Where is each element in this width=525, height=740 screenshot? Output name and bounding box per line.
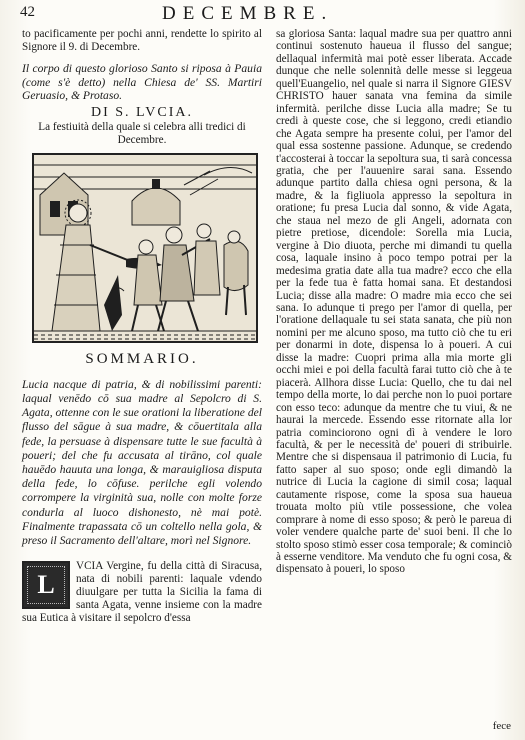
feast-line: La festiuità della quale si celebra alli tredici di Decembre. — [38, 121, 246, 147]
page-header — [20, 4, 515, 24]
woodcut-illustration — [32, 153, 258, 343]
catchword: fece — [492, 720, 511, 732]
page-number: 42 — [20, 4, 35, 20]
left-body-text: VCIA Vergine, fu della città di Siracusa, nata di nobili parenti: laquale vdendo diuulgare per tutta la Sicilia la fama di santa Agata, venne insieme con la madre sua Eutica à visitare il sepolcro d'essa — [22, 559, 262, 625]
right-column — [276, 28, 512, 576]
summary-heading: SOMMARIO. — [85, 351, 199, 368]
running-head: DECEMBRE. — [162, 3, 334, 24]
summary-text: Lucia nacque di patria, & di nobilissimi parenti: laqual venēdo cō sua madre al Sepolcro di S. Agata, ottenne con le sue orationi la liberatione del flusso del sāgue à sua madre, & cōuertitala alla fede, la persuase à dispensare tutte le sue facultà à poueri; del che fu accusata al tirāno, col quale hauēdo hauuta una longa, & marauigliosa disputa della fede, lo cōfuse. perilche egli volendo corrompere la virginità sua, nolle con molte forze condurla al luoco dishonesto, nè mai potè. Finalmente trapassata cō un coltello nella gola, & preso il Sacramento dell'altare, morì nel Signore. — [22, 377, 262, 547]
relics-paragraph: Il corpo di questo glorioso Santo si riposa à Pauia (come s'è detto) nella Chiesa de' SS. Martiri Geruasio, & Protaso. — [22, 62, 262, 103]
initial-letter: L — [37, 570, 55, 600]
intro-paragraph: to pacificamente per pochi anni, rendette lo spirito al Signore il 9. di Decembre. — [22, 28, 262, 54]
saint-heading: DI S. LVCIA. — [90, 104, 194, 120]
right-body-text: sa gloriosa Santa: laqual madre sua per quattro anni continui sostenuto haueua il flusso del sangue; dellaqual infermità mai potè esser liberata. Accade dunque che nelle solennità delle messe si leggeua quell'Euangelio, nel quale si narra il Signore GIESV CHRISTO hauer sanata vna femina da simile infermità. perilche disse Lucia alla madre; Se tu credi à queste cose, che si leggono, credi etiandio che Agata sempre ha presente colui, per l'amor del qual essa sostenne passione. Adunque, se credendo t'accosterai à toccar la sepoltura sua, ti sarà concessa gratia, che per l'auuenire sarai sana. Essendo adunque partito dalla chiesa ogni persona, & la madre, & la figliuola appresso la sepoltura in oratione; fu presa Lucia dal sonno, & vide Agata, che staua nel mezo de gli Angeli, adornata con pietre pretiose, dicendole: Sorella mia Lucia, vergine à Dio diuota, perche mi dimandi tu quella cosa, laquale insino à poco tempo potrai per la medesima gratia date alla tua madre? ecco che ella per la fede tua è fatta homai sana. Et destandosi Lucia; disse alla madre: O madre mia ecco che sei sana. Io adunque ti prego per l'amor di quella, per l'oratione dellaquale tu sei stata sanata, che più non nomini per me alcuno sposo, ma tutto ciò che tu eri per donarmi in dote, dispensa lo à poueri. A cui disse la madre: Cuopri prima alla mia morte gli occhi miei e poi della facultà farai tutto ciò che à te piacerà. Allhora disse Lucia: Quello, che tu dai nel tempo della morte, lo dai perche non lo puoi portare con esso teco: adunque da mentre che tu viui, & ne haurai la mercede. Essendo esse ritornate alla lor patria cominciorono ogni dì à vendere le loro facultà, & per le necessità de' poueri di stribuirle. Mentre che si dispensaua il patrimonio di Lucia, fu fatto saper al suo sposo; onde egli dimandò la nutrice di Lucia la cagione di simil cosa; laqual cautamente rispose, come la sposa sua haueua trouata molto più vtile possessione, che volea comprare à nome di esso sposo; & però le pareua di voler vendere qualche parte de' suoi beni. Il che lo stolto sposo stimò esser cosa temporale; & cominciò à esserne venditore. Ma venduto che fu ogni cosa, & dispensato à poueri, lo sposo — [276, 28, 512, 576]
body-opening — [22, 560, 262, 625]
decorated-initial — [22, 561, 70, 609]
left-column — [22, 28, 262, 625]
